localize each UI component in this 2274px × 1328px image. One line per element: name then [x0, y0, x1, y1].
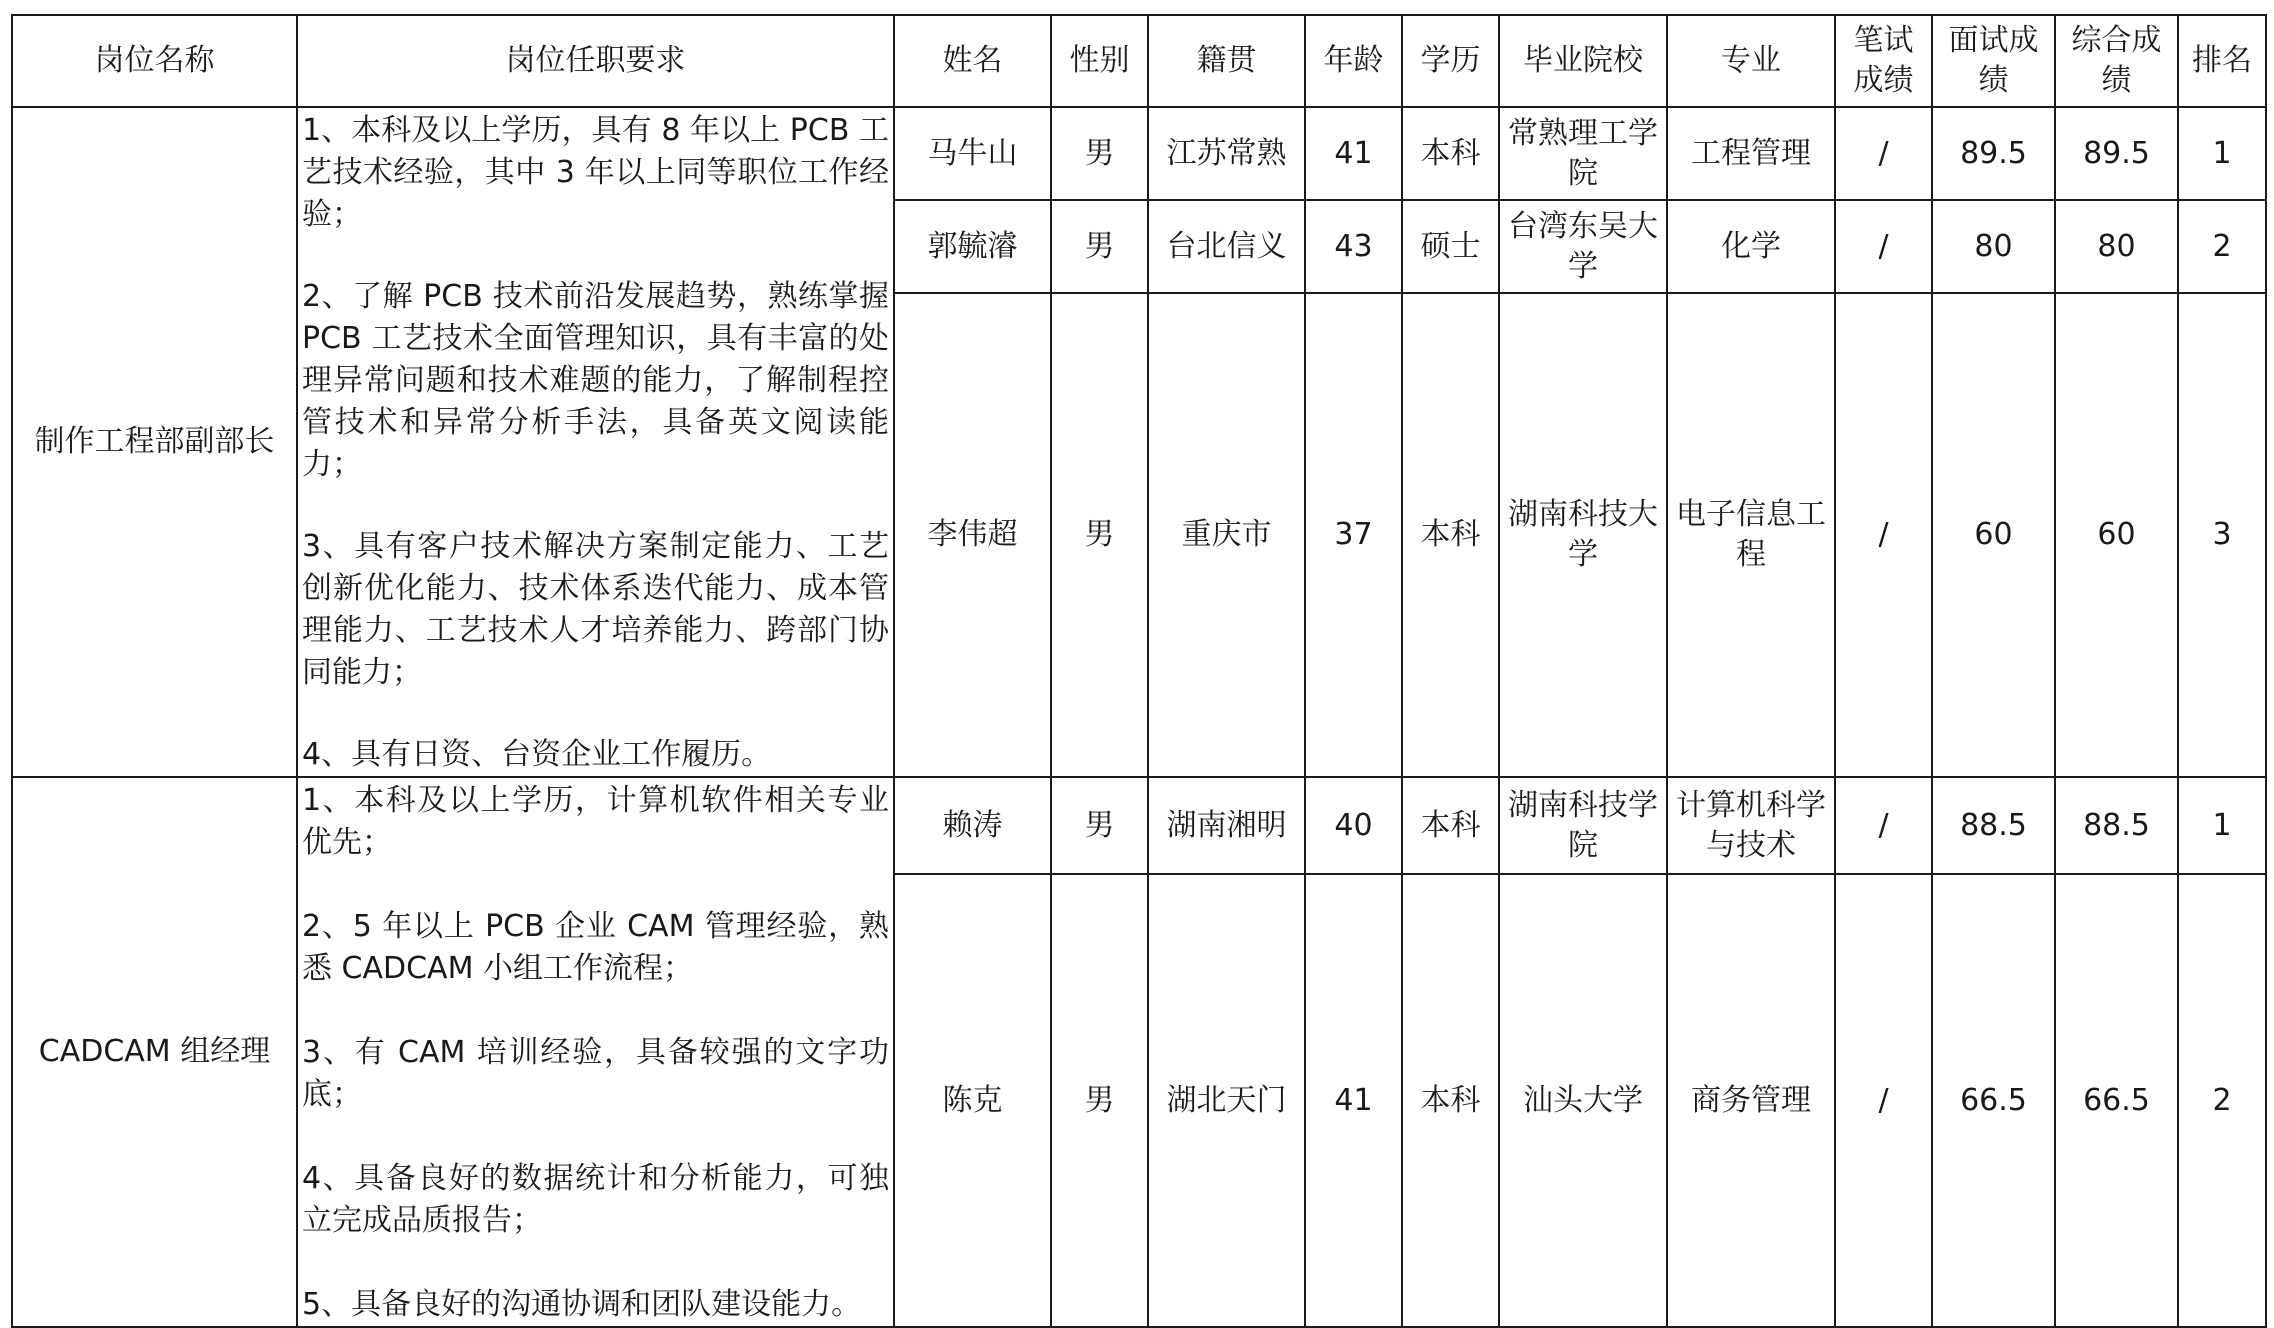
candidate-written-score: /	[1835, 874, 1932, 1327]
candidate-name: 赖涛	[894, 777, 1051, 874]
table-row	[12, 107, 2266, 200]
candidate-education: 本科	[1402, 874, 1499, 1327]
requirement-item: 1、本科及以上学历，计算机软件相关专业优先；	[302, 783, 889, 860]
candidate-total-score: 80	[2055, 200, 2178, 293]
candidate-gender: 男	[1051, 107, 1148, 200]
candidate-gender: 男	[1051, 200, 1148, 293]
table-row	[12, 777, 2266, 874]
requirement-item: 3、具有客户技术解决方案制定能力、工艺创新优化能力、技术体系迭代能力、成本管理能力、工艺技术人才培养能力、跨部门协同能力；	[302, 529, 889, 690]
candidate-name: 马牛山	[894, 107, 1051, 200]
candidate-school: 常熟理工学院	[1499, 107, 1667, 200]
header-major: 专业	[1667, 15, 1835, 107]
candidate-major: 化学	[1667, 200, 1835, 293]
candidate-interview-score: 60	[1932, 293, 2055, 777]
candidate-rank: 2	[2178, 874, 2266, 1327]
header-requirements: 岗位任职要求	[297, 15, 894, 107]
candidate-total-score: 88.5	[2055, 777, 2178, 874]
candidate-origin: 台北信义	[1148, 200, 1305, 293]
candidate-major: 电子信息工程	[1667, 293, 1835, 777]
requirement-item: 5、具备良好的沟通协调和团队建设能力。	[302, 1287, 862, 1322]
header-total-score: 综合成绩	[2055, 15, 2178, 107]
candidate-rank: 2	[2178, 200, 2266, 293]
header-written-score: 笔试成绩	[1835, 15, 1932, 107]
candidate-major: 商务管理	[1667, 874, 1835, 1327]
requirements-cell	[297, 107, 894, 777]
candidate-major: 工程管理	[1667, 107, 1835, 200]
candidate-major: 计算机科学与技术	[1667, 777, 1835, 874]
candidate-age: 37	[1305, 293, 1402, 777]
candidate-interview-score: 80	[1932, 200, 2055, 293]
requirements-cell	[297, 777, 894, 1327]
results-table	[11, 14, 2267, 1328]
position-cell: CADCAM 组经理	[12, 777, 297, 1327]
candidate-age: 41	[1305, 874, 1402, 1327]
candidate-education: 硕士	[1402, 200, 1499, 293]
candidate-name: 李伟超	[894, 293, 1051, 777]
header-rank: 排名	[2178, 15, 2266, 107]
candidate-total-score: 66.5	[2055, 874, 2178, 1327]
requirement-item: 3、有 CAM 培训经验，具备较强的文字功底；	[302, 1035, 889, 1112]
header-origin: 籍贯	[1148, 15, 1305, 107]
requirement-item: 1、本科及以上学历，具有 8 年以上 PCB 工艺技术经验，其中 3 年以上同等职位工作经验；	[302, 113, 889, 232]
requirement-item: 2、5 年以上 PCB 企业 CAM 管理经验，熟悉 CADCAM 小组工作流程；	[302, 909, 889, 986]
candidate-origin: 湖南湘明	[1148, 777, 1305, 874]
candidate-origin: 湖北天门	[1148, 874, 1305, 1327]
candidate-age: 41	[1305, 107, 1402, 200]
candidate-origin: 江苏常熟	[1148, 107, 1305, 200]
candidate-gender: 男	[1051, 874, 1148, 1327]
candidate-rank: 1	[2178, 777, 2266, 874]
candidate-age: 40	[1305, 777, 1402, 874]
header-education: 学历	[1402, 15, 1499, 107]
candidate-interview-score: 88.5	[1932, 777, 2055, 874]
position-cell: 制作工程部副部长	[12, 107, 297, 777]
header-school: 毕业院校	[1499, 15, 1667, 107]
header-position: 岗位名称	[12, 15, 297, 107]
requirement-item: 4、具备良好的数据统计和分析能力，可独立完成品质报告；	[302, 1161, 889, 1238]
candidate-gender: 男	[1051, 777, 1148, 874]
candidate-rank: 3	[2178, 293, 2266, 777]
candidate-school: 汕头大学	[1499, 874, 1667, 1327]
header-gender: 性别	[1051, 15, 1148, 107]
candidate-age: 43	[1305, 200, 1402, 293]
candidate-origin: 重庆市	[1148, 293, 1305, 777]
candidate-school: 湖南科技大学	[1499, 293, 1667, 777]
candidate-rank: 1	[2178, 107, 2266, 200]
candidate-education: 本科	[1402, 107, 1499, 200]
header-row	[12, 15, 2266, 107]
candidate-gender: 男	[1051, 293, 1148, 777]
candidate-school: 湖南科技学院	[1499, 777, 1667, 874]
candidate-education: 本科	[1402, 293, 1499, 777]
candidate-written-score: /	[1835, 293, 1932, 777]
candidate-education: 本科	[1402, 777, 1499, 874]
header-name: 姓名	[894, 15, 1051, 107]
header-age: 年龄	[1305, 15, 1402, 107]
candidate-name: 陈克	[894, 874, 1051, 1327]
candidate-interview-score: 89.5	[1932, 107, 2055, 200]
candidate-name: 郭毓濬	[894, 200, 1051, 293]
requirement-item: 2、了解 PCB 技术前沿发展趋势，熟练掌握 PCB 工艺技术全面管理知识，具有丰富的处理异常问题和技术难题的能力，了解制程控管技术和异常分析手法，具备英文阅读能力；	[302, 279, 889, 482]
candidate-interview-score: 66.5	[1932, 874, 2055, 1327]
candidate-school: 台湾东吴大学	[1499, 200, 1667, 293]
candidate-written-score: /	[1835, 200, 1932, 293]
candidate-written-score: /	[1835, 777, 1932, 874]
header-interview-score: 面试成绩	[1932, 15, 2055, 107]
requirement-item: 4、具有日资、台资企业工作履历。	[302, 737, 772, 772]
candidate-written-score: /	[1835, 107, 1932, 200]
candidate-total-score: 60	[2055, 293, 2178, 777]
candidate-total-score: 89.5	[2055, 107, 2178, 200]
